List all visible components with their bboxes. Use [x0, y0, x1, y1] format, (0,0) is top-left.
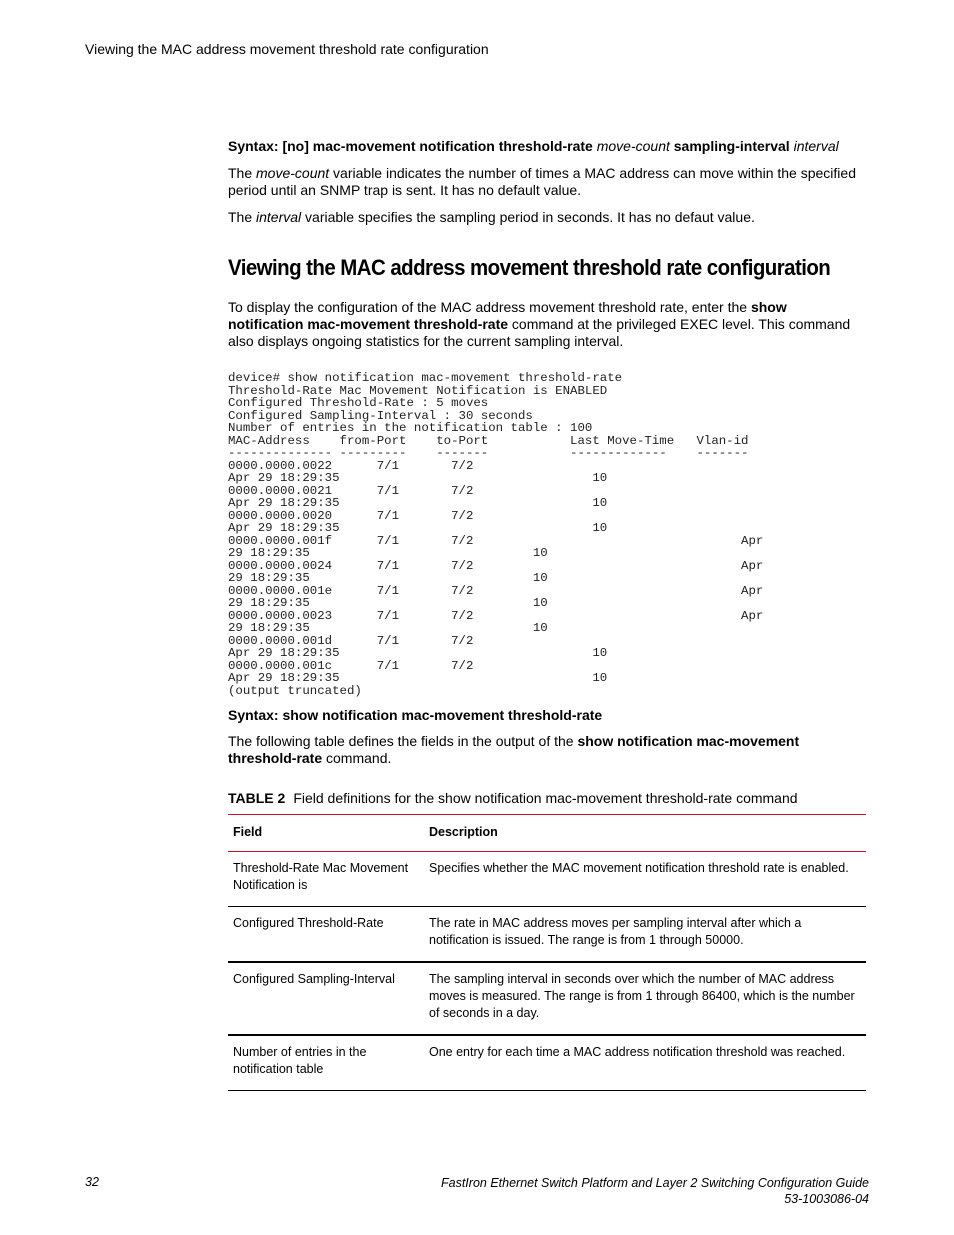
running-header: Viewing the MAC address movement threshold rate configuration: [85, 41, 489, 57]
intro-paragraph: [228, 299, 864, 350]
text-fragment: command at the privileged EXEC level. This command also displays ongoing statistics for the current sampling interval.: [228, 316, 851, 349]
table-row: [228, 852, 866, 907]
page-number: 32: [85, 1175, 99, 1189]
description-cell: The sampling interval in seconds over which the number of MAC address moves is measured. The range is from 1 through 86400, which is the number of seconds in a day.: [429, 972, 855, 1020]
text-fragment: To display the configuration of the MAC address movement threshold rate, enter the: [228, 299, 751, 315]
cli-output-block: device# show notification mac-movement threshold-rate Threshold-Rate Mac Movement Notification is ENABLED Configured Threshold-Rate : 5 moves Configured Sampling-Interval : 30 seconds Number of entries in the notification table : 100 MAC-Address from-Port to-Port Last Move-Time Vlan-id -------------- --------- ------- ------------- ------- 0000.0000.0022 7/1 7/2 Apr 29 18:29:35 10 0000.0000.0021 7/1 7/2 Apr 29 18:29:35 10 0000.0000.0020 7/1 7/2 Apr 29 18:29:35 10 0000.0000.001f 7/1 7/2 Apr 29 18:29:35 10 0000.0000.0024 7/1 7/2 Apr 29 18:29:35 10 0000.0000.001e 7/1 7/2 Apr 29 18:29:35 10 0000.0000.0023 7/1 7/2 Apr 29 18:29:35 10 0000.0000.001d 7/1 7/2 Apr 29 18:29:35 10 0000.0000.001c 7/1 7/2 Apr 29 18:29:35 10 (output truncated): [228, 371, 764, 698]
move-count-description: [228, 165, 866, 199]
interval-description: [228, 209, 755, 226]
show-syntax-line: Syntax: show notification mac-movement threshold-rate: [228, 707, 603, 723]
document-number: 53-1003086-04: [784, 1192, 869, 1206]
table-row: [228, 907, 866, 963]
text-fragment: The following table defines the fields in the output of the: [228, 733, 578, 749]
text-fragment: The: [228, 209, 257, 225]
table-header-row: [228, 815, 866, 852]
table-caption: [228, 790, 798, 806]
variable-name: interval: [256, 209, 302, 225]
field-cell: Threshold-Rate Mac Movement Notification is: [233, 861, 409, 892]
syntax-prefix: Syntax: [no] mac-movement notification threshold-rate: [228, 138, 597, 154]
description-cell: The rate in MAC address moves per sampling interval after which a notification is issued. The range is from 1 through 50000.: [429, 916, 802, 947]
syntax-line: [228, 138, 839, 155]
table-row: [228, 1035, 866, 1091]
column-header-description: Description: [429, 825, 498, 839]
guide-title: FastIron Ethernet Switch Platform and Layer 2 Switching Configuration Guide: [441, 1176, 869, 1190]
syntax-var-interval: interval: [793, 138, 839, 154]
section-heading: Viewing the MAC address movement threshold rate configuration: [228, 255, 831, 280]
text-fragment: variable specifies the sampling period in seconds. It has no defaut value.: [301, 209, 755, 225]
table-row: [228, 962, 866, 1035]
variable-name: move-count: [256, 165, 330, 181]
syntax-mid: sampling-interval: [669, 138, 794, 154]
field-cell: Number of entries in the notification table: [233, 1045, 367, 1076]
syntax-var-move-count: move-count: [596, 138, 670, 154]
field-definitions-table: [228, 814, 866, 1091]
command-name: show notification mac-movement threshold-rate: [228, 299, 787, 332]
field-cell: Configured Threshold-Rate: [233, 916, 384, 930]
column-header-field: Field: [233, 825, 263, 839]
text-fragment: The: [228, 165, 257, 181]
table-intro-paragraph: [228, 733, 848, 767]
footer-title: [441, 1175, 869, 1207]
command-name: show notification mac-movement threshold-rate: [228, 733, 800, 766]
description-cell: Specifies whether the MAC movement notification threshold rate is enabled.: [429, 861, 849, 875]
text-fragment: variable indicates the number of times a MAC address can move within the specified period until an SNMP trap is sent. It has no default value.: [228, 165, 856, 198]
field-cell: Configured Sampling-Interval: [233, 972, 395, 986]
table-caption-text: Field definitions for the show notification mac-movement threshold-rate command: [293, 790, 798, 806]
table-label: TABLE 2: [228, 790, 286, 806]
text-fragment: command.: [322, 750, 392, 766]
description-cell: One entry for each time a MAC address notification threshold was reached.: [429, 1045, 846, 1059]
